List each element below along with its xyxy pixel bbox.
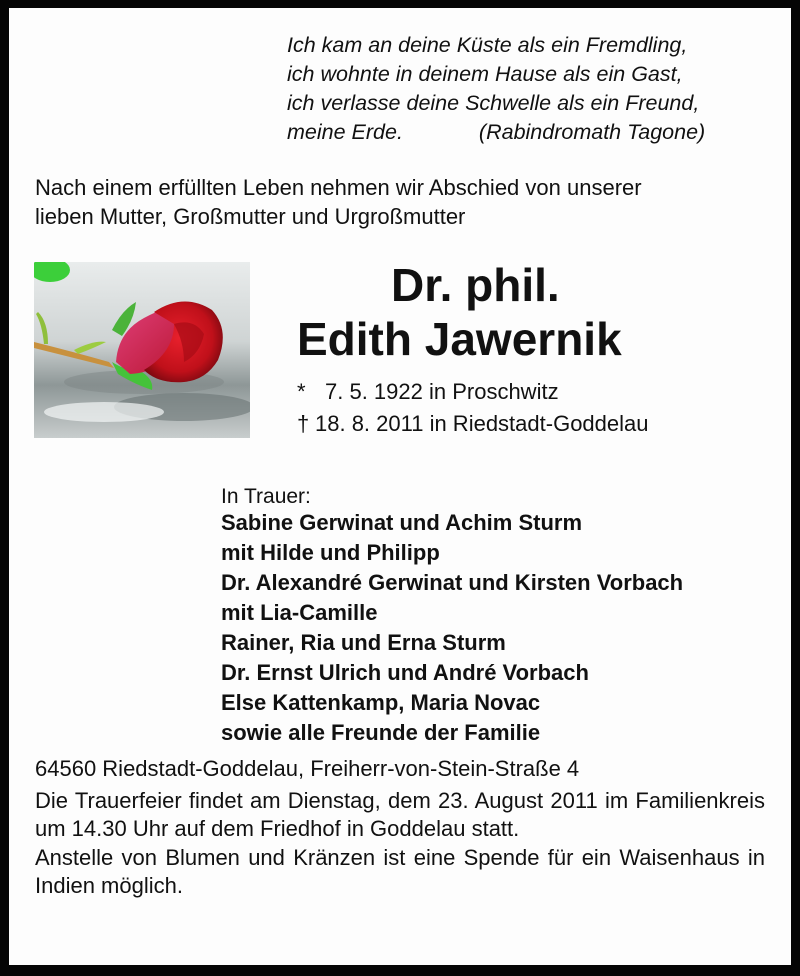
death-line: [297, 408, 649, 440]
intro-text: [35, 173, 642, 231]
quote-line: meine Erde.: [287, 120, 403, 144]
birth-star-icon: *: [297, 379, 306, 404]
birth-date: 7. 5. 1922 in Proschwitz: [325, 379, 559, 404]
mourning-label: In Trauer:: [221, 485, 311, 508]
quote-line: Ich kam an deine Küste als ein Fremdling,: [287, 33, 688, 57]
donation-info: Anstelle von Blumen und Kränzen ist eine Spende für ein Waisenhaus in Indien möglich.: [35, 844, 765, 898]
mourners-list: [221, 508, 683, 748]
deceased-name-block: [297, 258, 622, 366]
deceased-name: Edith Jawernik: [297, 313, 622, 365]
mourner: Dr. Alexandré Gerwinat und Kirsten Vorbach: [221, 570, 684, 595]
quote-line: ich verlasse deine Schwelle als ein Freund,: [287, 91, 700, 115]
footer-info: [35, 755, 765, 901]
mourner: Dr. Ernst Ulrich und André Vorbach: [221, 660, 589, 685]
obituary-notice: [9, 8, 791, 965]
death-date: 18. 8. 2011 in Riedstadt-Goddelau: [315, 411, 649, 436]
epigraph-quote: [287, 31, 705, 147]
rose-image-icon: [34, 262, 250, 438]
birth-line: [297, 376, 649, 408]
academic-title: Dr. phil.: [391, 259, 560, 311]
death-cross-icon: †: [297, 411, 310, 436]
mourner: mit Lia-Camille: [221, 600, 378, 625]
mourner: Else Kattenkamp, Maria Novac: [221, 690, 541, 715]
mourner: sowie alle Freunde der Familie: [221, 720, 541, 745]
life-dates: [297, 376, 649, 440]
mourner: Sabine Gerwinat und Achim Sturm: [221, 510, 583, 535]
intro-line: lieben Mutter, Großmutter und Urgroßmutter: [35, 204, 466, 229]
quote-line: ich wohnte in deinem Hause als ein Gast,: [287, 62, 683, 86]
quote-attribution: (Rabindromath Tagone): [478, 120, 706, 144]
address: 64560 Riedstadt-Goddelau, Freiherr-von-Stein-Straße 4: [35, 756, 580, 781]
quote-line-last: [287, 118, 705, 147]
intro-line: Nach einem erfüllten Leben nehmen wir Abschied von unserer: [35, 175, 642, 200]
mourner: mit Hilde und Philipp: [221, 540, 440, 565]
mourner: Rainer, Ria und Erna Sturm: [221, 630, 506, 655]
rose-photo: [34, 262, 250, 438]
ceremony-info: Die Trauerfeier findet am Dienstag, dem 23. August 2011 im Familienkreis um 14.30 Uhr auf dem Friedhof in Goddelau statt.: [35, 787, 765, 841]
